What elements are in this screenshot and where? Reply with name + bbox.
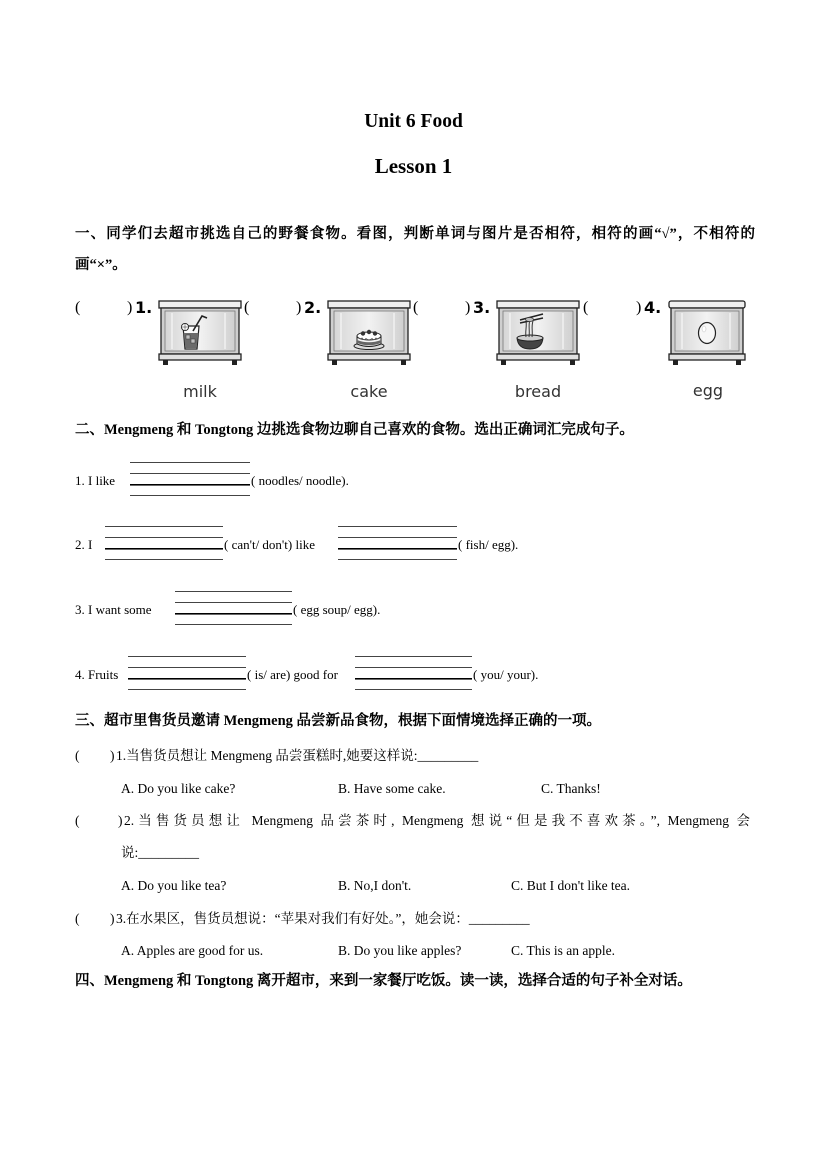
cake-display-case-picture: [327, 300, 411, 366]
choice-question-1: [0, 746, 827, 766]
writing-blank: [338, 526, 457, 560]
option-b: B. Have some cake.: [338, 781, 446, 796]
question-stem: 2.当售货员想让 Mengmeng 品尝茶时, Mengmeng 想说“但是我不喜欢茶。”, Mengmeng 会: [124, 813, 750, 828]
option-b: B. No,I don't.: [338, 878, 412, 893]
picture-item-4: [583, 296, 751, 408]
item-number: 3.: [473, 298, 491, 317]
question-lead: 1. I like: [75, 473, 116, 488]
section-4-heading: 四、Mengmeng 和 Tongtong 离开超市，来到一家餐厅吃饭。读一读，选择合适的句子补全对话。: [75, 973, 692, 989]
answer-paren-open: (: [75, 911, 80, 926]
picture-item-1: [75, 296, 243, 408]
answer-paren-close: ): [127, 299, 133, 316]
section-2-heading: 二、Mengmeng 和 Tongtong 边挑选食物边聊自己喜欢的食物。选出正确词汇完成句子。: [75, 422, 634, 438]
question-stem: 1.当售货员想让 Mengmeng 品尝蛋糕时,她要这样说:_________: [116, 748, 479, 763]
fill-in-question-1: [0, 471, 827, 491]
choice-question-2: [0, 811, 827, 831]
food-word: cake: [350, 382, 388, 401]
choice-options-3: [0, 941, 827, 961]
answer-paren-open: (: [75, 299, 81, 316]
word-choices: ( fish/ egg).: [458, 537, 519, 552]
writing-blank: [105, 526, 223, 560]
answer-paren-close: ): [296, 299, 302, 316]
word-choices: ( egg soup/ egg).: [293, 602, 381, 617]
item-number: 4.: [644, 298, 662, 317]
word-choices: ( can't/ don't) like: [224, 537, 315, 552]
option-a: A. Do you like cake?: [121, 781, 236, 796]
option-c: C. Thanks!: [541, 781, 601, 796]
choice-options-2: [0, 876, 827, 896]
picture-item-2: [244, 296, 412, 408]
food-word: milk: [183, 382, 217, 401]
fill-in-question-2: [0, 535, 827, 555]
answer-paren-close: ): [110, 911, 115, 926]
choice-question-2-continued: [0, 843, 827, 863]
answer-paren-open: (: [75, 813, 80, 828]
section-3-heading: 三、超市里售货员邀请 Mengmeng 品尝新品食物，根据下面情境选择正确的一项。: [75, 713, 602, 729]
writing-blank: [128, 656, 246, 690]
lesson-title: Lesson 1: [374, 154, 453, 178]
answer-paren-open: (: [244, 299, 250, 316]
choice-question-3: [0, 909, 827, 929]
fill-in-question-4: [0, 665, 827, 685]
option-b: B. Do you like apples?: [338, 943, 462, 958]
question-lead: 3. I want some: [75, 602, 152, 617]
noodles-display-case-picture: [496, 300, 580, 366]
fill-in-question-3: [0, 600, 827, 620]
question-stem: 3.在水果区，售货员想说：“苹果对我们有好处。”，她会说：_________: [116, 911, 530, 926]
section-1-heading: 一、同学们去超市挑选自己的野餐食物。看图，判断单词与图片是否相符，相符的画“√”，不相符的画“×”。: [75, 226, 755, 273]
display-case: [159, 301, 241, 365]
word-choices: ( noodles/ noodle).: [251, 473, 349, 488]
option-c: C. This is an apple.: [511, 943, 615, 958]
answer-paren-open: (: [75, 748, 80, 763]
egg-display-case-picture: [668, 300, 746, 366]
display-case: [497, 301, 579, 365]
option-a: A. Do you like tea?: [121, 878, 227, 893]
word-choices: ( you/ your).: [473, 667, 539, 682]
writing-blank: [355, 656, 472, 690]
picture-item-3: [413, 296, 581, 408]
item-number: 1.: [135, 298, 153, 317]
question-stem-continued: 说:_________: [121, 845, 200, 860]
question-lead: 4. Fruits: [75, 667, 119, 682]
answer-paren-open: (: [413, 299, 419, 316]
writing-blank: [175, 591, 292, 625]
option-c: C. But I don't like tea.: [511, 878, 631, 893]
answer-paren-close: ): [465, 299, 471, 316]
answer-paren-close: ): [118, 813, 123, 828]
food-word: bread: [514, 382, 562, 401]
food-word: egg: [692, 381, 724, 400]
egg-icon: [699, 323, 716, 344]
item-number: 2.: [304, 298, 322, 317]
word-choices: ( is/ are) good for: [247, 667, 338, 682]
answer-paren-open: (: [583, 299, 589, 316]
option-a: A. Apples are good for us.: [121, 943, 264, 958]
choice-options-1: [0, 779, 827, 799]
answer-paren-close: ): [636, 299, 642, 316]
writing-blank: [130, 462, 250, 496]
answer-paren-close: ): [110, 748, 115, 763]
unit-title: Unit 6 Food: [364, 111, 463, 132]
drink-display-case-picture: [158, 300, 242, 366]
question-lead: 2. I: [75, 537, 93, 552]
